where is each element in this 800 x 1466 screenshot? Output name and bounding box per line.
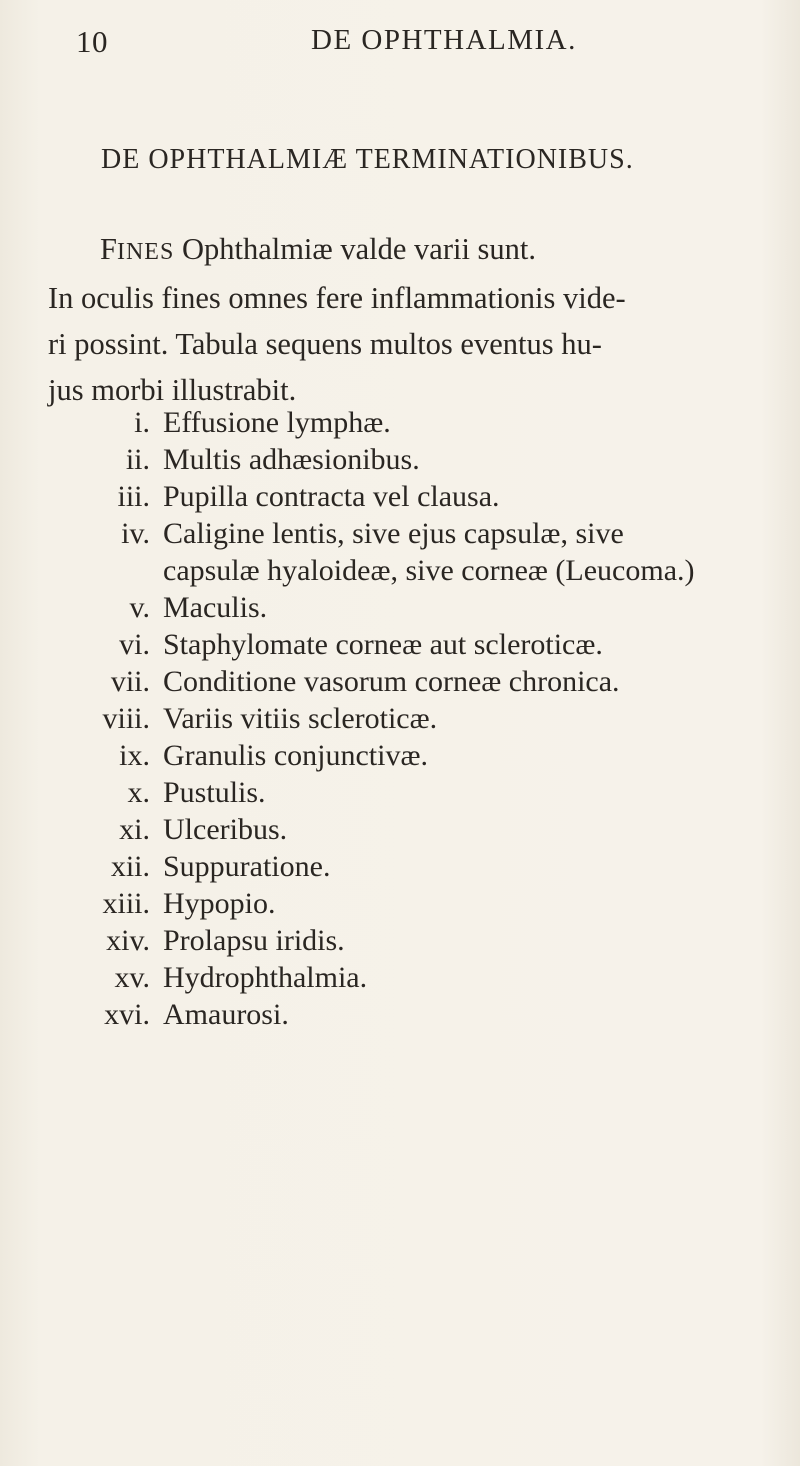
- list-item: [0, 811, 800, 848]
- list-item: [0, 441, 800, 478]
- list-item-text-wrapper: [163, 515, 783, 589]
- list-item-text: Amaurosi.: [163, 998, 289, 1031]
- list-item-text: Hypopio.: [163, 887, 276, 920]
- list-item-text: Suppuratione.: [163, 850, 331, 883]
- list-item-text: Hydrophthalmia.: [163, 961, 368, 994]
- list-item: [0, 589, 800, 626]
- list-item: [0, 996, 800, 1033]
- list-item-number: i.: [134, 406, 150, 439]
- paragraph-line-3: ri possint. Tabula sequens multos eventus hu-: [48, 327, 602, 361]
- paragraph-line-1: [48, 226, 718, 275]
- list-item-number: ix.: [119, 739, 150, 772]
- paragraph-line-1-rest: Ophthalmiæ valde varii sunt.: [181, 232, 537, 266]
- list-item: [0, 626, 800, 663]
- page-number: 10: [76, 24, 108, 59]
- list-item-number: iv.: [121, 517, 150, 550]
- list-item: [0, 700, 800, 737]
- list-item-text: Pupilla contracta vel clausa.: [163, 480, 500, 513]
- list-item-text: Multis adhæsionibus.: [163, 443, 420, 476]
- paragraph-line-4: jus morbi illustrabit.: [48, 373, 297, 407]
- list-item-text: Pustulis.: [163, 776, 266, 809]
- list-item-text: Conditione vasorum corneæ chronica.: [163, 665, 620, 698]
- list-item: [0, 515, 800, 589]
- list-item: [0, 959, 800, 996]
- list-item-text: Maculis.: [163, 591, 268, 624]
- list-item-number: ii.: [125, 443, 150, 476]
- running-head: [76, 24, 716, 64]
- list-item: [0, 404, 800, 441]
- list-item: [0, 737, 800, 774]
- list-item-number: xv.: [114, 961, 150, 994]
- terminations-list: [0, 404, 800, 1033]
- list-item: [0, 885, 800, 922]
- list-item-text: Staphylomate corneæ aut scleroticæ.: [163, 628, 603, 661]
- chapter-title: DE OPHTHALMIÆ TERMINATIONIBUS.: [101, 144, 634, 175]
- list-item-text-continuation: capsulæ hyaloideæ, sive corneæ (Leucoma.): [163, 554, 695, 587]
- list-item-number: xiv.: [106, 924, 150, 957]
- paragraph-line-2: In oculis fines omnes fere inflammationis vide-: [48, 281, 626, 315]
- list-item-number: xi.: [119, 813, 150, 846]
- list-item-text: Caligine lentis, sive ejus capsulæ, sive: [163, 517, 624, 550]
- paragraph-first-word-rest: INES: [116, 239, 175, 265]
- list-item: [0, 774, 800, 811]
- paragraph-initial: F: [100, 232, 117, 266]
- list-item-text: Granulis conjunctivæ.: [163, 739, 428, 772]
- list-item-number: iii.: [117, 480, 150, 513]
- list-item-number: vii.: [110, 665, 150, 698]
- list-item-text: Variis vitiis scleroticæ.: [163, 702, 438, 735]
- list-item: [0, 848, 800, 885]
- list-item-text: Ulceribus.: [163, 813, 288, 846]
- list-item-number: v.: [129, 591, 150, 624]
- list-item-text: Prolapsu iridis.: [163, 924, 345, 957]
- list-item-number: x.: [127, 776, 150, 809]
- list-item: [0, 922, 800, 959]
- list-item-text: Effusione lymphæ.: [163, 406, 391, 439]
- list-item: [0, 663, 800, 700]
- list-item-number: vi.: [119, 628, 150, 661]
- list-item-number: xiii.: [102, 887, 150, 920]
- running-title: DE OPHTHALMIA.: [311, 24, 577, 56]
- list-item-number: xvi.: [104, 998, 150, 1031]
- intro-paragraph: [48, 226, 718, 413]
- list-item-number: xii.: [110, 850, 150, 883]
- list-item-number: viii.: [102, 702, 150, 735]
- list-item: [0, 478, 800, 515]
